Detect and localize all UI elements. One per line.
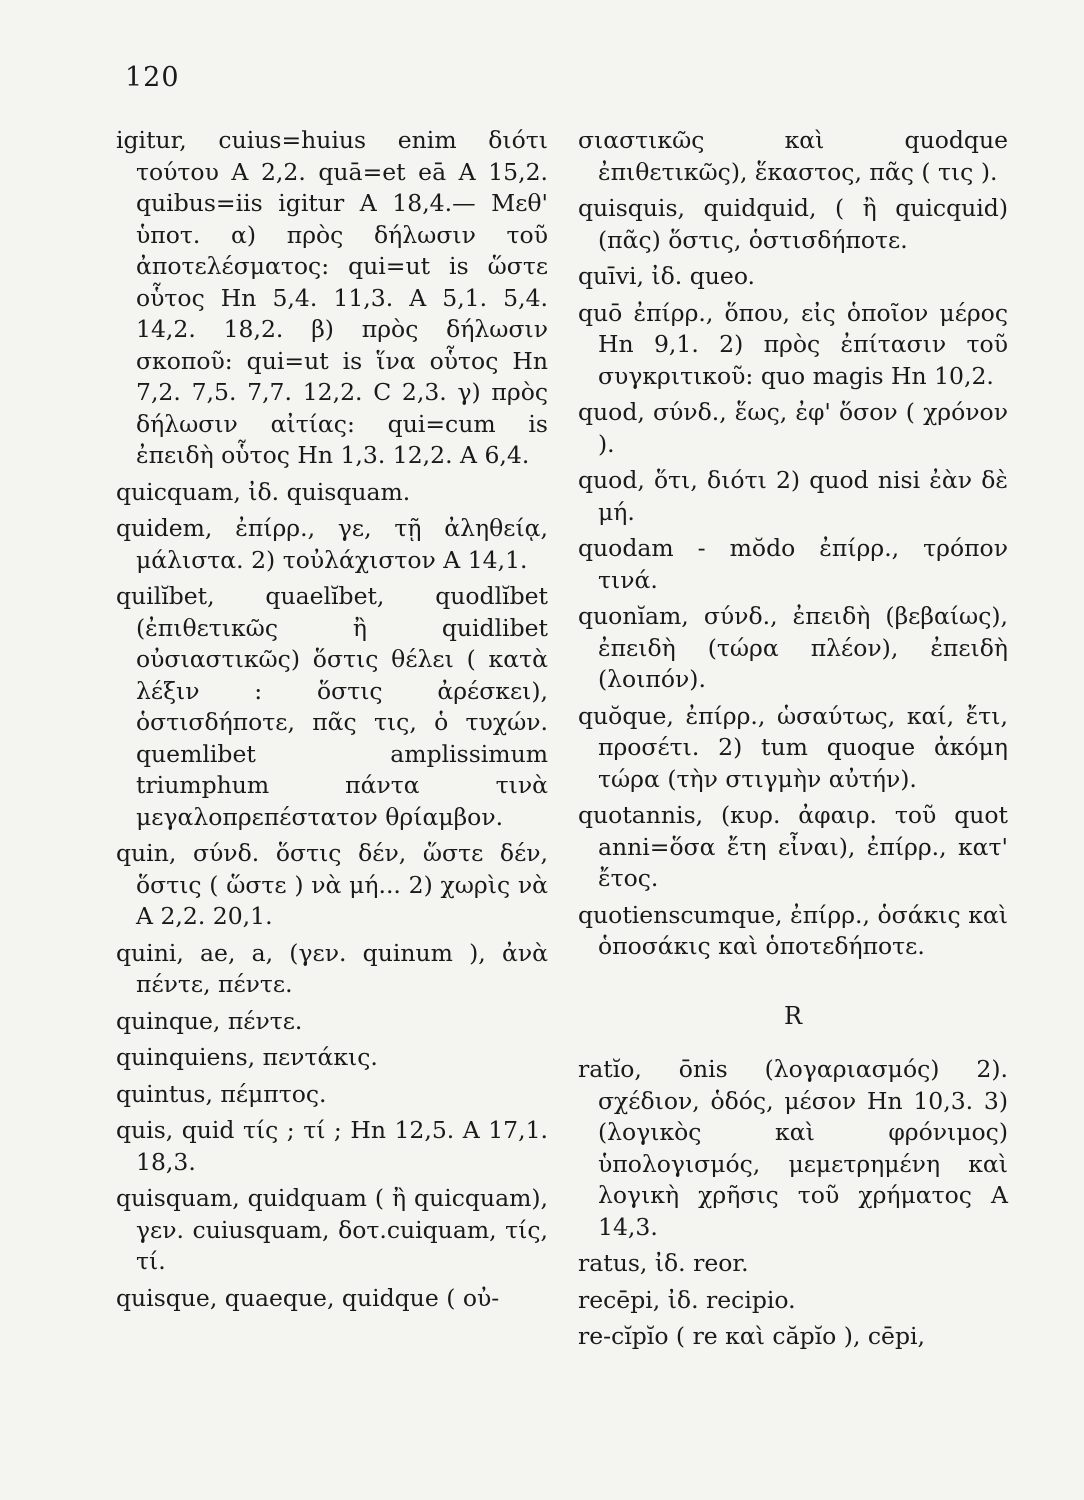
entry-quicquam: quicquam, ἰδ. quisquam. (116, 477, 411, 506)
entry-quisque: quisque, quaeque, quidque ( οὐ- (116, 1283, 500, 1312)
entry-recipio: re-cĭpĭo ( re καὶ căpĭo ), cēpi, (578, 1322, 925, 1350)
entry-quidem: quidem, ἐπίρρ., γε, τῇ ἀληθείᾳ, μάλιστα. 2) τοὐλάχιστον A 14,1. (116, 514, 548, 574)
entry-quisquam: quisquam, quidquam ( ἢ quicquam), γεν. cuiusquam, δοτ.cuiquam, τίς, τί. (116, 1184, 548, 1275)
entry-quodammodo: quodam - mŏdo ἐπίρρ., τρόπον τινά. (578, 534, 1008, 594)
entry-recepi: recēpi, ἰδ. recipio. (578, 1285, 796, 1314)
entry-ratio: ratĭo, ōnis (λογαριασμός) 2). σχέδιον, ὁδός, μέσον Hn 10,3. 3) (λογικὸς καὶ φρόνιμος) ὑπολογισμός, μεμετρημένη καὶ λογικὴ χρῆσις τοῦ χρήματος A 14,3. (578, 1055, 1008, 1241)
entry-quisque-cont: σιαστικῶς καὶ quodque ἐπιθετικῶς), ἕκαστος, πᾶς ( τις ). (578, 126, 1008, 186)
entry-quisquis: quisquis, quidquid, ( ἢ quicquid) (πᾶς) ὅστις, ὁστισδήποτε. (578, 194, 1008, 254)
entry-quintus: quintus, πέμπτος. (116, 1079, 327, 1108)
entry-quivi: quīvi, ἰδ. queo. (578, 262, 756, 290)
entry-quin: quin, σύνδ. ὅστις δέν, ὥστε δέν, ὅστις ( ὥστε ) νὰ μή... 2) χωρὶς νὰ A 2,2. 20,1. (116, 839, 548, 930)
entry-quotienscumque: quotienscumque, ἐπίρρ., ὁσάκις καὶ ὁποσάκις καὶ ὁποτεδήποτε. (578, 900, 1008, 960)
entry-quod-2: quod, ὅτι, διότι 2) quod nisi ἐὰν δὲ μή. (578, 466, 1008, 526)
entry-quod-1: quod, σύνδ., ἕως, ἐφ' ὅσον ( χρόνον ). (578, 398, 1008, 458)
left-column (116, 125, 548, 1319)
page-number: 120 (125, 62, 180, 93)
entry-quinque: quinque, πέντε. (116, 1006, 303, 1035)
entry-quilibet: quilĭbet, quaelĭbet, quodlĭbet (ἐπιθετικῶς ἢ quidlibet οὐσιαστικῶς) ὅστις θέλει ( κατὰ λέξιν : ὅστις ἀρέσκει), ὁστισδήποτε, πᾶς τις, ὁ τυχών. quemlibet amplissimum triumphum πάντα τινὰ μεγαλοπρεπέστατον θρίαμβον. (116, 582, 548, 831)
entry-quini: quini, ae, a, (γεν. quinum ), ἀνὰ πέντε, πέντε. (116, 938, 548, 998)
entry-quotannis: quotannis, (κυρ. ἀφαιρ. τοῦ quot anni=ὅσα ἔτη εἶναι), ἐπίρρ., κατ' ἔτος. (578, 801, 1008, 892)
entry-igitur: igitur, cuius=huius enim διότι τούτου A 2,2. quā=et eā A 15,2. quibus=iis igitur A 18,4.— Μεθ' ὑποτ. α) πρὸς δήλωσιν τοῦ ἀποτελέσματος: qui=ut is ὥστε οὗτος Hn 5,4. 11,3. A 5,1. 5,4. 14,2. 18,2. β) πρὸς δήλωσιν σκοποῦ: qui=ut is ἵνα οὗτος Hn 7,2. 7,5. 7,7. 12,2. C 2,3. γ) πρὸς δήλωσιν αἰτίας: qui=cum is ἐπειδὴ οὗτος Hn 1,3. 12,2. A 6,4. (116, 126, 548, 469)
right-column (578, 125, 1008, 1358)
section-letter: R (783, 1001, 803, 1030)
entry-quoque: quŏque, ἐπίρρ., ὡσαύτως, καί, ἔτι, προσέτι. 2) tum quoque ἀκόμη τώρα (τὴν στιγμὴν αὐτήν). (578, 701, 1008, 793)
entry-quo: quō ἐπίρρ., ὅπου, εἰς ὁποῖον μέρος Hn 9,1. 2) πρὸς ἐπίτασιν τοῦ συγκριτικοῦ: quo magis Hn 10,2. (578, 298, 1008, 390)
entry-ratus: ratus, ἰδ. reor. (578, 1249, 749, 1277)
entry-quoniam: quonĭam, σύνδ., ἐπειδὴ (βεβαίως), ἐπειδὴ (τώρα πλέον), ἐπειδὴ (λοιπόν). (578, 602, 1008, 693)
entry-quinquiens: quinquiens, πεντάκις. (116, 1043, 378, 1071)
entry-quis: quis, quid τίς ; τί ; Hn 12,5. A 17,1. 18,3. (116, 1116, 548, 1176)
